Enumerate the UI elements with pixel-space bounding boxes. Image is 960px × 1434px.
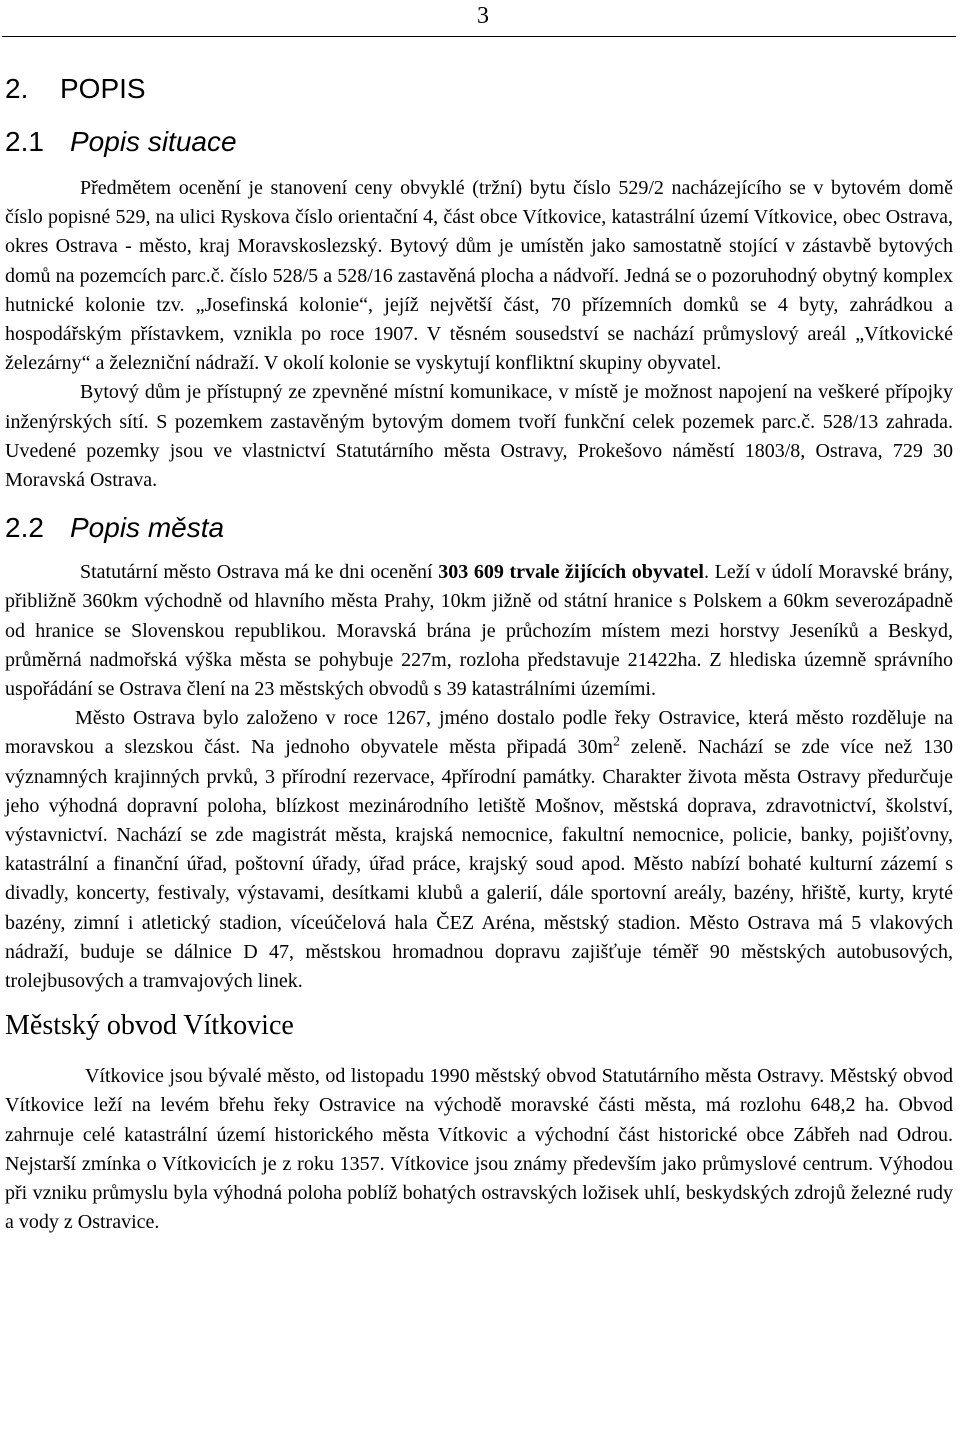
section-heading-city: [5, 507, 953, 549]
text-run: . Leží v údolí Moravské brány, přibližně 360km východně od hlavního města Prahy, 10km jižně od státní hranice s Polskem a 60km severozápadně od hranice se Slovenskou republikou. Moravská brána je průchozím místem mezi horstvy Jeseníků a Beskyd, průměrná nadmořská výška města se pohybuje 227m, rozloha představuje 21422ha. Z hlediska územně správního uspořádání se Ostrava člení na 23 městských obvodů s 39 katastrálními územími.: [5, 561, 954, 701]
section-number: 2.2: [5, 512, 44, 544]
text-run: Město Ostrava bylo založeno v roce 1267, jméno dostalo podle řeky Ostravice, která město rozděluje na moravskou a slezskou část. Na jednoho obyvatele města připadá 30m: [5, 707, 953, 759]
section-title: Popis situace: [70, 126, 237, 157]
paragraph-situation-1: Předmětem ocenění je stanovení ceny obvyklé (tržní) bytu číslo 529/2 nacházejícího se v bytovém domě číslo popisné 529, na ulici Ryskova číslo orientační 4, část obce Vítkovice, katastrální území Vítkovice, obec Ostrava, okres Ostrava - město, kraj Moravskoslezský. Bytový dům je umístěn jako samostatně stojící v zástavbě bytových domů na pozemcích parc.č. číslo 528/5 a 528/16 zastavěná plocha a nádvoří. Jedná se o pozoruhodný obytný komplex hutnické kolonie tzv. „Josefinská kolonie“, jejíž největší část, 70 přízemních domků se 4 byty, zahrádkou a hospodářským přístavkem, vznikla po roce 1907. V těsném sousedství se nachází průmyslový areál „Vítkovické železárny“ a železniční nádraží. V okolí kolonie se vyskytují konfliktní skupiny obyvatel.: [5, 177, 953, 375]
chapter-title: POPIS: [60, 73, 146, 104]
population-figure: 303 609 trvale žijících obyvatel: [438, 561, 704, 584]
section-heading-district: Městský obvod Vítkovice: [5, 1010, 294, 1042]
header-rule: [2, 36, 956, 37]
chapter-number: 2.: [5, 73, 29, 104]
document-body: [5, 68, 953, 1238]
text-run: zeleně. Nachází se zde více než 130 významných krajinných prvků, 3 přírodní rezervace, 4přírodní památky. Charakter života města Ostravy předurčuje jeho výhodná dopravní poloha, blízkost mezinárodního letiště Mošnov, městská doprava, zdravotnictví, školství, výstavnictví. Nachází se zde magistrát města, krajská nemocnice, fakultní nemocnice, policie, banky, pojišťovny, katastrální a finanční úřad, poštovní úřady, úřad práce, krajský soud apod. Město nabízí bohaté kulturní zázemí s divadly, koncerty, festivaly, výstavami, desítkami klubů a galerií, dále sportovní areály, bazény, hřiště, kurty, kryté bazény, zimní i atletický stadion, víceúčelová hala ČEZ Aréna, městský stadion. Město Ostrava má 5 vlakových nádraží, buduje se dálnice D 47, městskou hromadnou dopravu zajišťuje téměř 90 městských autobusových, trolejbusových a tramvajových linek.: [5, 736, 953, 993]
paragraph-city-1: [5, 558, 953, 704]
section-title: Popis města: [70, 512, 225, 544]
chapter-heading: [5, 68, 953, 110]
section-heading-situation: [5, 121, 953, 163]
page-number: 3: [477, 3, 489, 29]
paragraph-district-1: Vítkovice jsou bývalé město, od listopadu 1990 městský obvod Statutárního města Ostravy. Městský obvod Vítkovice leží na levém břehu řeky Ostravice na východě moravské části města, má rozlohu 648,2 ha. Obvod zahrnuje celé katastrální území historického města Vítkovic a východní část historické obce Zábřeh nad Odrou. Nejstarší zmínka o Vítkovicích je z roku 1357. Vítkovice jsou známy především jako průmyslové centrum. Výhodou při vzniku průmyslu byla výhodná poloha poblíž bohatých ostravských ložisek uhlí, beskydských zdrojů železné rudy a vody z Ostravice.: [5, 1065, 953, 1234]
paragraph-situation-2: Bytový dům je přístupný ze zpevněné místní komunikace, v místě je možnost napojení na veškeré přípojky inženýrských sítí. S pozemkem zastavěným bytovým domem tvoří funkční celek pozemek parc.č. 528/13 zahrada. Uvedené pozemky jsou ve vlastnictví Statutárního města Ostravy, Prokešovo náměstí 1803/8, Ostrava, 729 30 Moravská Ostrava.: [5, 381, 953, 492]
section-number: 2.1: [5, 126, 44, 157]
paragraph-city-2: [5, 704, 953, 996]
superscript: 2: [613, 734, 621, 750]
text-run: Statutární město Ostrava má ke dni ocenění: [80, 561, 439, 584]
